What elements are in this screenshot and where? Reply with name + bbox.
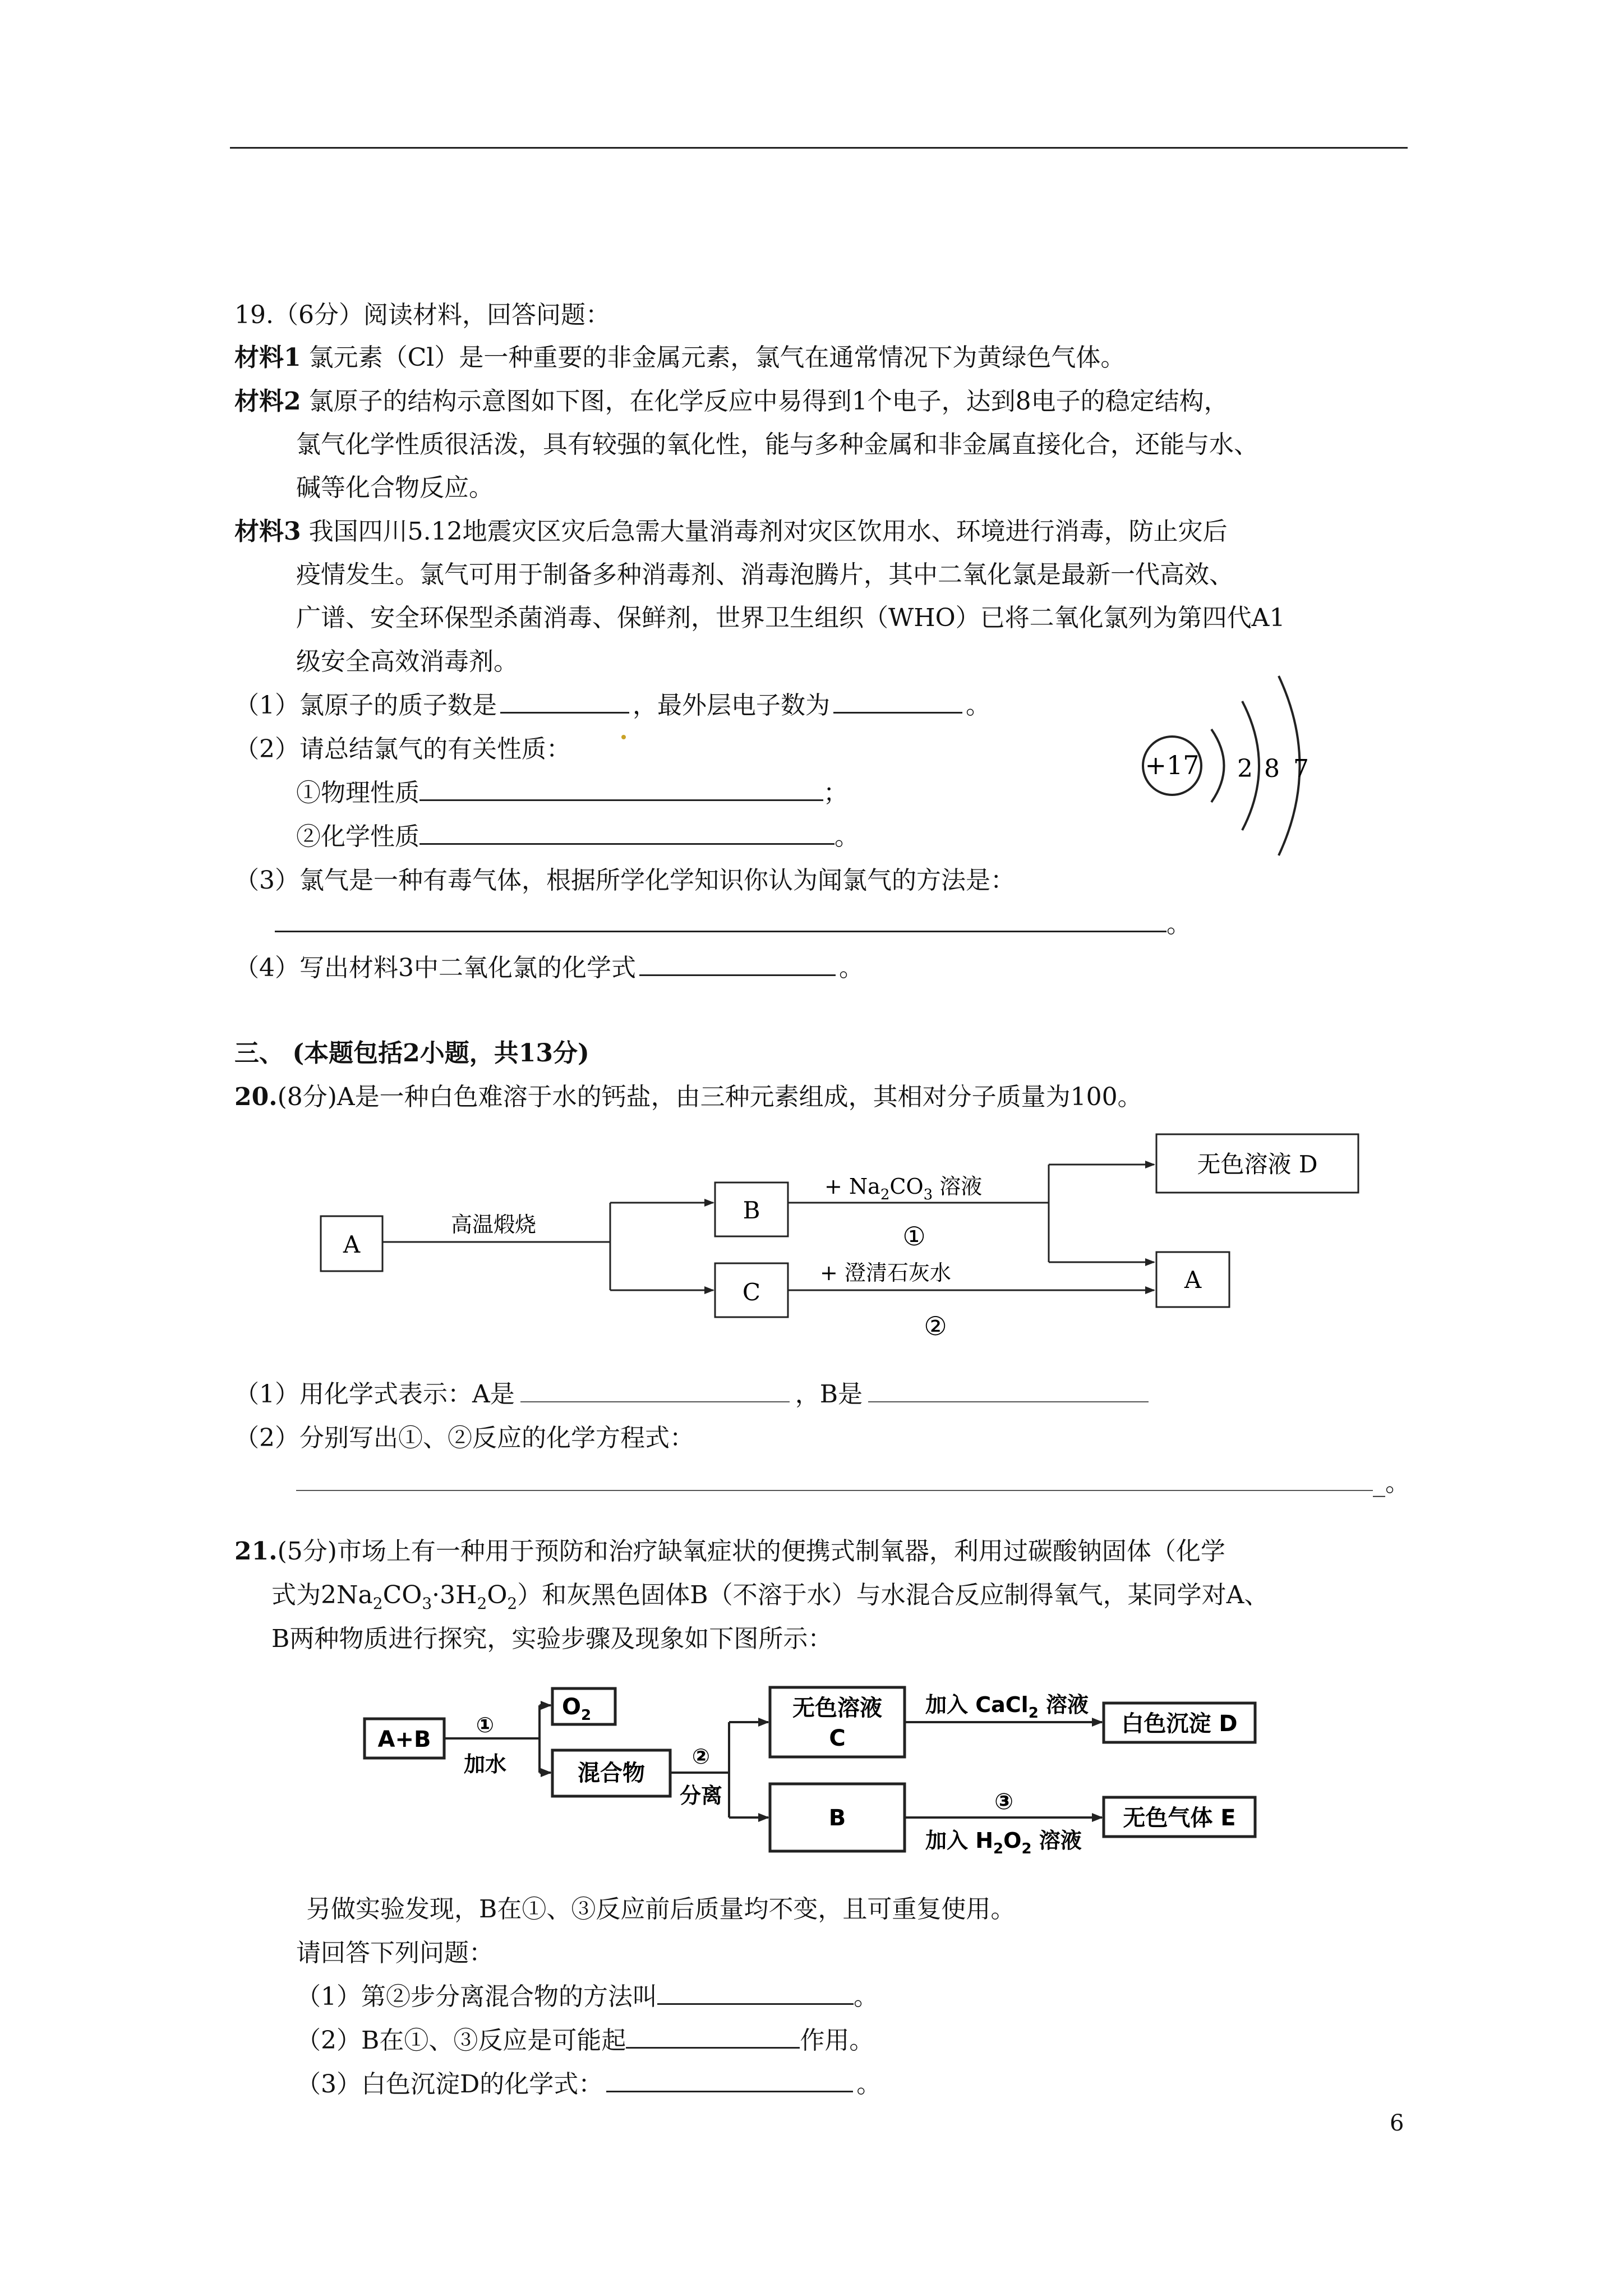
- q20-sub1-text-b: ，B是: [795, 1380, 863, 1409]
- q20-reagent2-label: + 澄清石灰水: [820, 1260, 951, 1285]
- q21-intro-line3: B两种物质进行探究，实验步骤及现象如下图所示：: [271, 1625, 833, 1653]
- q21-box-c-label-2: C: [829, 1726, 846, 1751]
- q20-box-a2: [1156, 1252, 1229, 1307]
- q20-box-c-label: C: [742, 1278, 761, 1306]
- q21-sub3-end: 。: [856, 2070, 882, 2099]
- answer-blank-clo2-formula[interactable]: [639, 947, 836, 976]
- q19-sub3-end: 。: [1166, 910, 1191, 938]
- q21-add-water-label: 加水: [463, 1752, 507, 1777]
- q20-sub2: （2）分别写出①、②反应的化学方程式：: [234, 1424, 694, 1452]
- q21-box-mix-label: 混合物: [578, 1760, 645, 1786]
- electron-shell-arc-3: [1279, 676, 1300, 855]
- q21-step2-label: ②: [691, 1744, 711, 1769]
- answer-blank-precipitate-formula[interactable]: [606, 2064, 853, 2092]
- answer-blank-physical-property[interactable]: [419, 772, 823, 801]
- q21-box-ab: [365, 1719, 444, 1758]
- q20-box-a2-label: A: [1184, 1266, 1202, 1294]
- q21-note: 另做实验发现，B在①、③反应前后质量均不变，且可重复使用。: [306, 1895, 1016, 1924]
- q20-sub1-text-a: （1）用化学式表示：A是: [234, 1380, 515, 1409]
- header-rule: [230, 147, 1408, 149]
- q20-text: (8分)A是一种白色难溶于水的钙盐，由三种元素组成，其相对分子质量为100。: [277, 1083, 1142, 1111]
- q21-sub2: [296, 2018, 874, 2063]
- q20-step2-label: ②: [924, 1311, 947, 1341]
- q21-number: 21.: [234, 1537, 278, 1566]
- answer-blank-separation-method[interactable]: [657, 1976, 854, 2005]
- q21-reagent-h2o2-label: 加入 $H_2O_2$ 溶液: [925, 1828, 1082, 1857]
- material2-text-1: 氯原子的结构示意图如下图，在化学反应中易得到1个电子，达到8电子的稳定结构，: [301, 387, 1229, 416]
- material2-label: 材料2: [234, 387, 301, 416]
- q20-box-d-label: 无色溶液 D: [1197, 1151, 1318, 1178]
- answer-blank-b-formula[interactable]: [868, 1374, 1149, 1402]
- q19-sub4-end: 。: [839, 954, 864, 982]
- q19-sub1: [234, 683, 990, 728]
- material1-label: 材料1: [234, 343, 301, 372]
- q20-box-b-label: B: [743, 1197, 760, 1224]
- q21-sub2-text-a: （2）B在①、③反应是可能起: [296, 2026, 626, 2055]
- material3-text-4: 级安全高效消毒剂。: [296, 647, 518, 676]
- q21-box-b: [770, 1784, 905, 1851]
- q21-box-o2-label: $O_2$: [561, 1694, 592, 1724]
- q21-box-d: [1104, 1703, 1255, 1742]
- q21-sub3: [296, 2062, 881, 2107]
- chemical-property-end: 。: [834, 822, 859, 851]
- q21-box-ab-label: A+B: [377, 1727, 431, 1752]
- q21-box-mix: [552, 1750, 670, 1796]
- q21-sub1-text: （1）第②步分离混合物的方法叫: [296, 1982, 657, 2011]
- q21-sub1-end: 。: [854, 1982, 878, 2011]
- answer-blank-role[interactable]: [626, 2020, 800, 2049]
- q19-material2-line1: [234, 379, 1229, 424]
- material3-text-2: 疫情发生。氯气可用于制备多种消毒剂、消毒泡腾片，其中二氧化氯是最新一代高效、: [296, 560, 1234, 589]
- shell-electrons-3: 7: [1293, 754, 1309, 783]
- q21-intro-line1: [234, 1529, 1225, 1574]
- q19-sub1-end: 。: [966, 691, 990, 720]
- q19-sub4: [234, 946, 864, 991]
- q21-sub1: [296, 1975, 878, 2019]
- q19-title: 19.（6分）阅读材料，回答问题：: [234, 301, 610, 329]
- page-number: 6: [1390, 2110, 1404, 2136]
- q19-sub3: （3）氯气是一种有毒气体，根据所学化学知识你认为闻氯气的方法是：: [234, 866, 1015, 895]
- material3-label: 材料3: [234, 517, 301, 546]
- q19-sub3-answer-line: [275, 902, 1191, 947]
- q21-intro-line2: 式为$2Na_2CO_3\cdot 3H_2O_2$）和灰黑色固体B（不溶于水）与水混合反应制得氧气，某同学对A、: [271, 1581, 1269, 1613]
- q20-intro: [234, 1075, 1142, 1120]
- q19-sub4-text: （4）写出材料3中二氧化氯的化学式: [234, 954, 636, 982]
- q20-box-b: [715, 1182, 788, 1236]
- q19-sub2-chemical: [296, 815, 859, 859]
- answer-blank-chemical-property[interactable]: [419, 816, 834, 845]
- answer-blank-outer-electrons[interactable]: [833, 685, 962, 714]
- q19-sub2: （2）请总结氯气的有关性质：: [234, 735, 571, 763]
- electron-shell-arc-2: [1242, 701, 1259, 830]
- answer-blank-smell-method[interactable]: [275, 904, 1166, 932]
- material1-text: 氯元素（Cl）是一种重要的非金属元素，氯气在通常情况下为黄绿色气体。: [301, 343, 1126, 372]
- section-3-heading: 三、 (本题包括2小题，共13分): [234, 1039, 589, 1068]
- chemical-property-label: ②化学性质: [296, 822, 419, 851]
- q19-material1: [234, 335, 1125, 380]
- q21-ask: 请回答下列问题：: [296, 1939, 494, 1967]
- q21-box-o2: [552, 1688, 615, 1724]
- electron-shell-arc-1: [1211, 729, 1224, 802]
- physical-property-end: ；: [823, 779, 848, 807]
- q20-sub2-answer-line: [296, 1461, 1410, 1506]
- q21-box-e: [1104, 1797, 1255, 1837]
- material3-text-3: 广谱、安全环保型杀菌消毒、保鲜剂，世界卫生组织（WHO）已将二氧化氯列为第四代A1: [296, 604, 1285, 632]
- stray-dot: [621, 735, 626, 739]
- q20-box-a-label: A: [343, 1231, 361, 1258]
- shell-electrons-1: 2: [1237, 754, 1253, 783]
- atom-nucleus-charge: +17: [1145, 750, 1200, 780]
- q21-box-b-label: B: [828, 1805, 846, 1831]
- q20-number: 20.: [234, 1083, 278, 1111]
- q20-sub1: [234, 1372, 1154, 1417]
- shell-electrons-2: 8: [1264, 754, 1280, 783]
- q20-box-d: [1156, 1134, 1358, 1193]
- q21-box-d-label: 白色沉淀 D: [1121, 1711, 1238, 1737]
- q19-sub1-text-b: ，最外层电子数为: [633, 691, 830, 720]
- q21-step3-label: ③: [994, 1789, 1013, 1815]
- q21-reagent-cacl2-label: 加入 CaCl$_2$ 溶液: [925, 1692, 1089, 1722]
- q21-step1-label: ①: [476, 1713, 495, 1737]
- q20-heat-label: 高温煅烧: [450, 1212, 537, 1237]
- material2-text-3: 碱等化合物反应。: [296, 473, 494, 502]
- q21-text-1: (5分)市场上有一种用于预防和治疗缺氧症状的便携式制氧器，利用过碳酸钠固体（化学: [277, 1537, 1225, 1566]
- q19-sub1-text-a: （1）氯原子的质子数是: [234, 691, 497, 720]
- q19-sub2-physical: [296, 771, 848, 816]
- physical-property-label: ①物理性质: [296, 779, 419, 807]
- answer-blank-proton-number[interactable]: [500, 685, 629, 714]
- q21-box-c: [770, 1687, 905, 1757]
- answer-blank-a-formula[interactable]: [520, 1374, 790, 1402]
- material2-text-2: 氯气化学性质很活泼，具有较强的氧化性，能与多种金属和非金属直接化合，还能与水、: [296, 430, 1258, 459]
- q20-box-a: [321, 1216, 382, 1271]
- atom-nucleus-circle: [1143, 737, 1201, 795]
- q21-box-c-label-1: 无色溶液: [792, 1695, 882, 1721]
- q21-separate-label: 分离: [679, 1783, 723, 1808]
- q20-box-c: [715, 1263, 788, 1317]
- q20-step1-label: ①: [902, 1221, 926, 1251]
- q21-sub2-text-b: 作用。: [800, 2026, 874, 2055]
- material3-text-1: 我国四川5.12地震灾区灾后急需大量消毒剂对灾区饮用水、环境进行消毒，防止灾后: [301, 517, 1228, 546]
- q20-sub2-end: _。: [1373, 1469, 1410, 1497]
- q21-box-e-label: 无色气体 E: [1123, 1805, 1236, 1831]
- answer-blank-equations[interactable]: [296, 1463, 1373, 1491]
- q19-material3-line1: [234, 509, 1228, 554]
- q21-sub3-text: （3）白色沉淀D的化学式：: [296, 2070, 603, 2099]
- q20-reagent1-label: + $Na_2CO_3$ 溶液: [824, 1174, 983, 1203]
